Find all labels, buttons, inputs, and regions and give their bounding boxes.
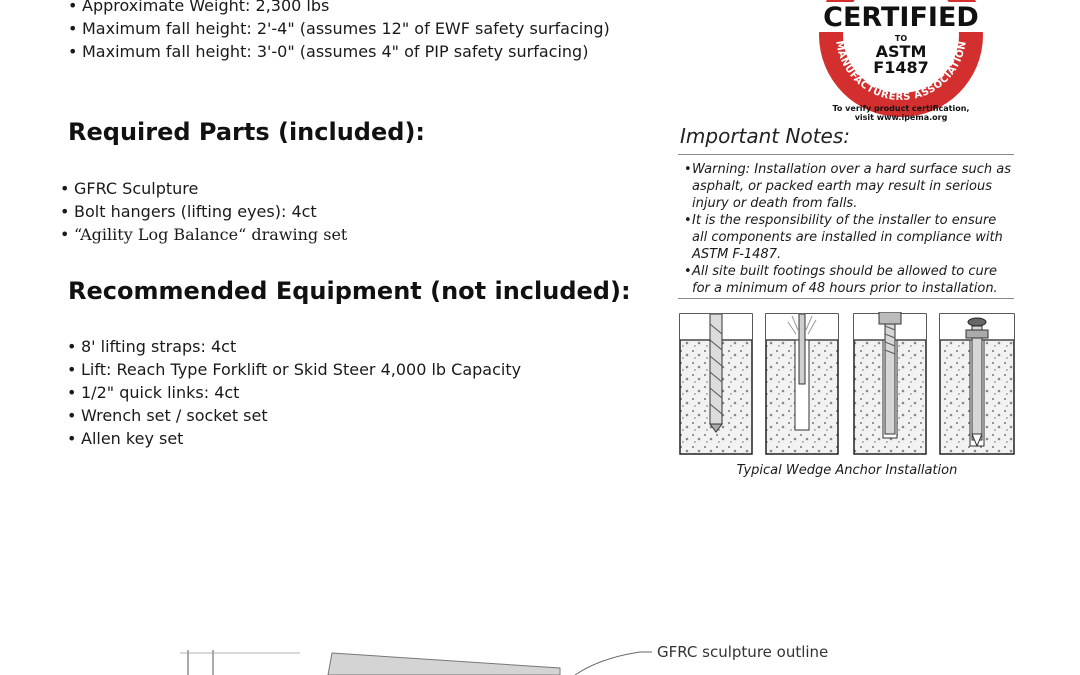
note-item: • Warning: Installation over a hard surface such as asphalt, or packed earth may result in serious injury or death from falls. [692, 161, 1012, 212]
important-notes-title: Important Notes: [680, 124, 851, 148]
seal-certified-text: CERTIFIED [823, 2, 979, 33]
seal-to-text: TO [894, 34, 908, 43]
anchor-step-1 [680, 314, 752, 454]
recommended-equipment-list [67, 335, 521, 450]
list-item: • Wrench set / socket set [67, 404, 521, 427]
recommended-equipment-heading: Recommended Equipment (not included): [68, 277, 631, 305]
list-item: • “Agility Log Balance“ drawing set [60, 223, 347, 246]
list-item: • Lift: Reach Type Forklift or Skid Steer 4,000 lb Capacity [67, 358, 521, 381]
notes-divider [678, 154, 1014, 155]
sculpture-outline-drawing [0, 630, 1080, 675]
wedge-anchor-illustration [678, 312, 1016, 456]
required-parts-heading: Required Parts (included): [68, 118, 426, 146]
note-item: • It is the responsibility of the installer to ensure all components are installed in compliance with ASTM F-1487. [692, 212, 1012, 263]
list-item: • GFRC Sculpture [60, 177, 347, 200]
list-item: • 8' lifting straps: 4ct [67, 335, 521, 358]
sculpture-outline-label: GFRC sculpture outline [657, 643, 829, 661]
list-item: • Allen key set [67, 427, 521, 450]
seal-verify-line2: visit www.ipema.org [854, 113, 948, 122]
seal-standard-text: ASTM [875, 42, 927, 61]
sculpture-outline-shape [328, 653, 560, 675]
anchor-step-4 [940, 314, 1014, 454]
notes-divider-bottom [678, 298, 1014, 299]
anchor-step-3 [854, 312, 926, 454]
note-item: • All site built footings should be allowed to cure for a minimum of 48 hours prior to installation. [692, 263, 1012, 297]
seal-code-text: F1487 [873, 58, 929, 77]
list-item: • 1/2" quick links: 4ct [67, 381, 521, 404]
seal-verify-line1: To verify product certification, [832, 104, 970, 113]
important-notes-list [692, 161, 1012, 297]
callout-leader-line [575, 652, 652, 675]
spec-item: • Approximate Weight: 2,300 lbs [68, 0, 610, 17]
anchor-step-2 [766, 314, 838, 454]
certification-seal [806, 0, 996, 130]
seal-ring-text: MANUFACTURERS ASSOCIATION [833, 39, 969, 104]
list-item: • Bolt hangers (lifting eyes): 4ct [60, 200, 347, 223]
anchor-figure-caption: Typical Wedge Anchor Installation [736, 463, 958, 478]
required-parts-list [60, 177, 347, 246]
spec-item: • Maximum fall height: 3'-0" (assumes 4" of PIP safety surfacing) [68, 40, 610, 63]
spec-item: • Maximum fall height: 2'-4" (assumes 12" of EWF safety surfacing) [68, 17, 610, 40]
specs-list [68, 0, 610, 63]
